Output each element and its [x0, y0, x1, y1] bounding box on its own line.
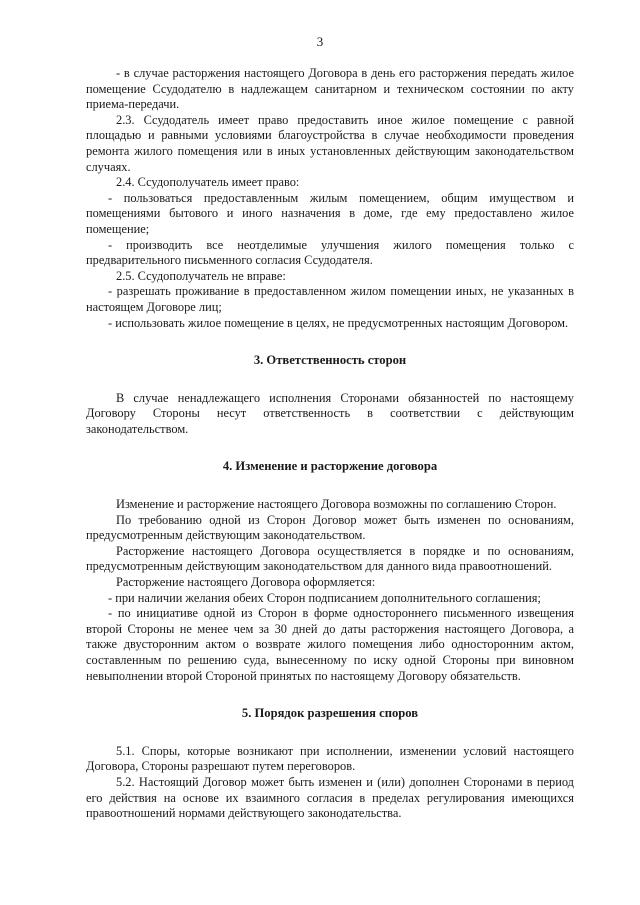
- paragraph: - по инициативе одной из Сторон в форме одностороннего письменного извещения второй Стороны не менее чем за 30 дней до даты расторжения настоящего Договора, а также двусторонним актом о возврате жилого помещения либо односторонним актом, составленным по решению суда, вынесенному по иску одной Стороны при виновном невыполнении второй Стороной принятых по настоящему Договору обязательств.: [86, 606, 574, 683]
- paragraph: - использовать жилое помещение в целях, не предусмотренных настоящим Договором.: [108, 315, 569, 330]
- section-heading: 3. Ответственность сторон: [253, 353, 407, 368]
- paragraph: 2.3. Ссудодатель имеет право предоставить иное жилое помещение с равной площадью и равными условиями благоустройства в случае необходимости проведения ремонта жилого помещения или в иных установленных действующим законодательством случаях.: [86, 112, 574, 174]
- paragraph: - в случае расторжения настоящего Договора в день его расторжения передать жилое помещение Ссудодателю в надлежащем санитарном и техническом состоянии по акту приема-передачи.: [86, 66, 574, 112]
- paragraph: 5.2. Настоящий Договор может быть изменен и (или) дополнен Сторонами в период его действия на основе их взаимного согласия в пределах регулирования имеющихся правоотношений нормами действующего законодательства.: [86, 774, 574, 821]
- document-body: [86, 66, 574, 822]
- paragraph: 2.5. Ссудополучатель не вправе:: [116, 268, 286, 283]
- paragraph: Расторжение настоящего Договора осуществляется в порядке и по основаниям, предусмотренным действующим законодательством для данного вида правоотношений.: [86, 543, 574, 574]
- paragraph: В случае ненадлежащего исполнения Сторонами обязанностей по настоящему Договору Стороны несут ответственность в соответствии с действующим законодательством.: [86, 390, 574, 436]
- paragraph: - разрешать проживание в предоставленном жилом помещении иных, не указанных в настоящем Договоре лиц;: [86, 284, 574, 314]
- section-heading: 5. Порядок разрешения споров: [241, 706, 419, 721]
- spacer: [86, 684, 574, 706]
- paragraph: - при наличии желания обеих Сторон подписанием дополнительного соглашения;: [108, 590, 541, 605]
- paragraph: - производить все неотделимые улучшения жилого помещения только с предварительного письменного согласия Ссудодателя.: [86, 237, 574, 268]
- paragraph: Расторжение настоящего Договора оформляется:: [116, 575, 376, 590]
- paragraph: Изменение и расторжение настоящего Договора возможны по соглашению Сторон.: [116, 497, 557, 512]
- paragraph: По требованию одной из Сторон Договор может быть изменен по основаниям, предусмотренным действующим законодательством.: [86, 512, 574, 543]
- paragraph: 5.1. Споры, которые возникают при исполнении, изменении условий настоящего Договора, Стороны разрешают путем переговоров.: [86, 743, 574, 774]
- paragraph: 2.4. Ссудополучатель имеет право:: [116, 175, 300, 190]
- spacer: [86, 331, 574, 353]
- spacer: [86, 369, 574, 391]
- spacer: [86, 722, 574, 744]
- spacer: [86, 475, 574, 497]
- page-number: 3: [316, 34, 324, 49]
- section-heading: 4. Изменение и расторжение договора: [222, 459, 438, 474]
- spacer: [86, 437, 574, 459]
- paragraph: - пользоваться предоставленным жилым помещением, общим имуществом и помещениями бытового и иного назначения в доме, где ему предоставлено жилое помещение;: [86, 190, 574, 236]
